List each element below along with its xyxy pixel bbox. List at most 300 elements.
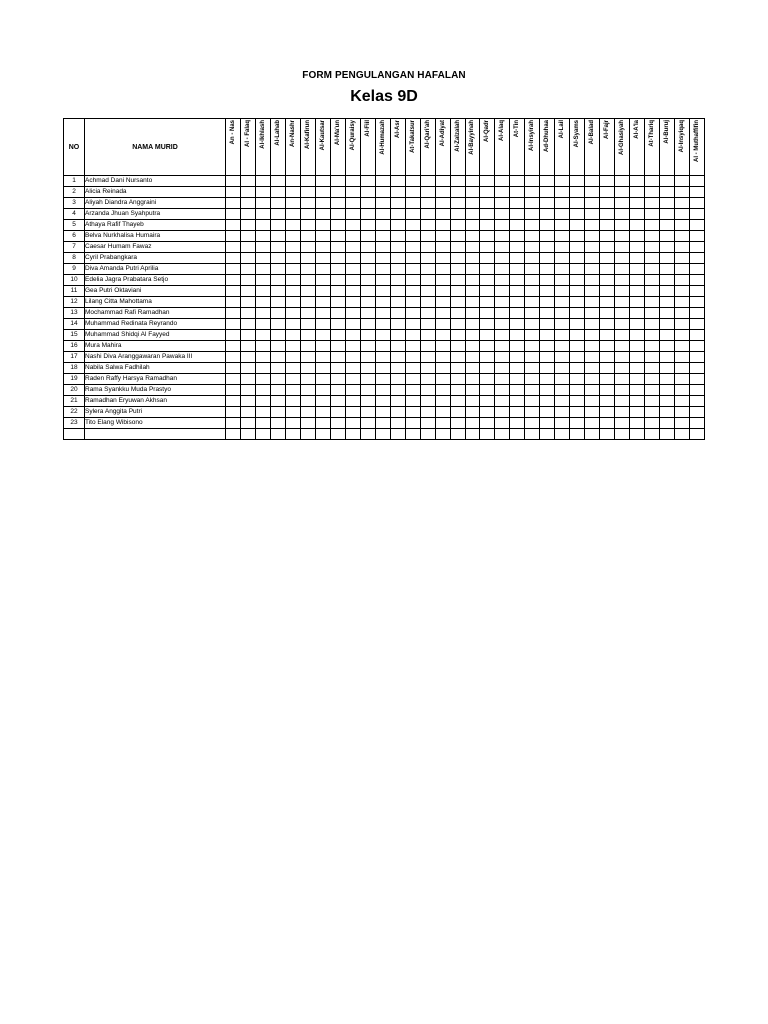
check-cell[interactable]	[345, 275, 360, 286]
check-cell[interactable]	[240, 253, 255, 264]
check-cell[interactable]	[690, 253, 705, 264]
check-cell[interactable]	[540, 209, 555, 220]
check-cell[interactable]	[675, 352, 690, 363]
check-cell[interactable]	[480, 374, 495, 385]
check-cell[interactable]	[330, 385, 345, 396]
check-cell[interactable]	[240, 308, 255, 319]
check-cell[interactable]	[226, 330, 241, 341]
check-cell[interactable]	[255, 396, 270, 407]
check-cell[interactable]	[255, 198, 270, 209]
check-cell[interactable]	[435, 341, 450, 352]
check-cell[interactable]	[570, 396, 585, 407]
check-cell[interactable]	[405, 264, 420, 275]
check-cell[interactable]	[660, 187, 675, 198]
check-cell[interactable]	[630, 385, 645, 396]
check-cell[interactable]	[570, 187, 585, 198]
check-cell[interactable]	[525, 176, 540, 187]
check-cell[interactable]	[315, 253, 330, 264]
check-cell[interactable]	[600, 198, 615, 209]
check-cell[interactable]	[390, 220, 405, 231]
check-cell[interactable]	[585, 297, 600, 308]
check-cell[interactable]	[555, 198, 570, 209]
check-cell[interactable]	[555, 275, 570, 286]
check-cell[interactable]	[270, 385, 285, 396]
check-cell[interactable]	[630, 231, 645, 242]
check-cell[interactable]	[390, 385, 405, 396]
check-cell[interactable]	[435, 209, 450, 220]
check-cell[interactable]	[630, 253, 645, 264]
check-cell[interactable]	[480, 297, 495, 308]
check-cell[interactable]	[360, 374, 375, 385]
check-cell[interactable]	[226, 187, 241, 198]
check-cell[interactable]	[510, 275, 525, 286]
check-cell[interactable]	[690, 429, 705, 440]
check-cell[interactable]	[555, 242, 570, 253]
check-cell[interactable]	[345, 385, 360, 396]
check-cell[interactable]	[330, 418, 345, 429]
check-cell[interactable]	[645, 297, 660, 308]
check-cell[interactable]	[510, 253, 525, 264]
check-cell[interactable]	[660, 253, 675, 264]
check-cell[interactable]	[330, 429, 345, 440]
check-cell[interactable]	[555, 396, 570, 407]
check-cell[interactable]	[360, 198, 375, 209]
check-cell[interactable]	[255, 242, 270, 253]
check-cell[interactable]	[435, 308, 450, 319]
check-cell[interactable]	[300, 187, 315, 198]
check-cell[interactable]	[585, 231, 600, 242]
check-cell[interactable]	[285, 275, 300, 286]
check-cell[interactable]	[390, 264, 405, 275]
check-cell[interactable]	[555, 308, 570, 319]
check-cell[interactable]	[555, 253, 570, 264]
check-cell[interactable]	[435, 396, 450, 407]
check-cell[interactable]	[315, 330, 330, 341]
check-cell[interactable]	[420, 209, 435, 220]
check-cell[interactable]	[600, 264, 615, 275]
check-cell[interactable]	[315, 374, 330, 385]
check-cell[interactable]	[390, 363, 405, 374]
check-cell[interactable]	[345, 429, 360, 440]
check-cell[interactable]	[300, 198, 315, 209]
check-cell[interactable]	[315, 429, 330, 440]
check-cell[interactable]	[495, 352, 510, 363]
check-cell[interactable]	[465, 319, 480, 330]
check-cell[interactable]	[375, 363, 390, 374]
check-cell[interactable]	[390, 330, 405, 341]
check-cell[interactable]	[495, 209, 510, 220]
check-cell[interactable]	[285, 418, 300, 429]
check-cell[interactable]	[300, 341, 315, 352]
check-cell[interactable]	[420, 330, 435, 341]
check-cell[interactable]	[675, 209, 690, 220]
check-cell[interactable]	[480, 231, 495, 242]
check-cell[interactable]	[330, 198, 345, 209]
check-cell[interactable]	[570, 253, 585, 264]
check-cell[interactable]	[330, 396, 345, 407]
check-cell[interactable]	[270, 297, 285, 308]
check-cell[interactable]	[510, 429, 525, 440]
check-cell[interactable]	[480, 330, 495, 341]
check-cell[interactable]	[510, 231, 525, 242]
check-cell[interactable]	[510, 319, 525, 330]
check-cell[interactable]	[435, 429, 450, 440]
check-cell[interactable]	[480, 264, 495, 275]
check-cell[interactable]	[480, 253, 495, 264]
check-cell[interactable]	[226, 253, 241, 264]
check-cell[interactable]	[480, 396, 495, 407]
check-cell[interactable]	[495, 220, 510, 231]
check-cell[interactable]	[450, 286, 465, 297]
check-cell[interactable]	[510, 385, 525, 396]
check-cell[interactable]	[570, 286, 585, 297]
check-cell[interactable]	[630, 264, 645, 275]
check-cell[interactable]	[375, 308, 390, 319]
check-cell[interactable]	[675, 429, 690, 440]
check-cell[interactable]	[270, 242, 285, 253]
check-cell[interactable]	[600, 363, 615, 374]
check-cell[interactable]	[450, 363, 465, 374]
check-cell[interactable]	[675, 418, 690, 429]
check-cell[interactable]	[525, 385, 540, 396]
check-cell[interactable]	[465, 297, 480, 308]
check-cell[interactable]	[226, 341, 241, 352]
check-cell[interactable]	[675, 407, 690, 418]
check-cell[interactable]	[540, 352, 555, 363]
check-cell[interactable]	[495, 198, 510, 209]
check-cell[interactable]	[405, 187, 420, 198]
check-cell[interactable]	[420, 231, 435, 242]
check-cell[interactable]	[660, 275, 675, 286]
check-cell[interactable]	[525, 396, 540, 407]
check-cell[interactable]	[450, 220, 465, 231]
check-cell[interactable]	[465, 198, 480, 209]
check-cell[interactable]	[465, 231, 480, 242]
check-cell[interactable]	[495, 231, 510, 242]
check-cell[interactable]	[555, 319, 570, 330]
check-cell[interactable]	[345, 209, 360, 220]
check-cell[interactable]	[285, 374, 300, 385]
check-cell[interactable]	[420, 308, 435, 319]
check-cell[interactable]	[630, 242, 645, 253]
check-cell[interactable]	[435, 418, 450, 429]
check-cell[interactable]	[495, 242, 510, 253]
check-cell[interactable]	[615, 187, 630, 198]
check-cell[interactable]	[405, 198, 420, 209]
check-cell[interactable]	[555, 363, 570, 374]
check-cell[interactable]	[435, 330, 450, 341]
check-cell[interactable]	[345, 330, 360, 341]
check-cell[interactable]	[435, 187, 450, 198]
check-cell[interactable]	[270, 275, 285, 286]
check-cell[interactable]	[300, 407, 315, 418]
check-cell[interactable]	[375, 176, 390, 187]
check-cell[interactable]	[330, 242, 345, 253]
check-cell[interactable]	[525, 407, 540, 418]
check-cell[interactable]	[240, 198, 255, 209]
check-cell[interactable]	[375, 286, 390, 297]
check-cell[interactable]	[270, 198, 285, 209]
check-cell[interactable]	[675, 176, 690, 187]
check-cell[interactable]	[510, 374, 525, 385]
check-cell[interactable]	[405, 308, 420, 319]
check-cell[interactable]	[226, 176, 241, 187]
check-cell[interactable]	[555, 286, 570, 297]
check-cell[interactable]	[660, 231, 675, 242]
check-cell[interactable]	[645, 330, 660, 341]
check-cell[interactable]	[615, 418, 630, 429]
check-cell[interactable]	[630, 297, 645, 308]
check-cell[interactable]	[345, 220, 360, 231]
check-cell[interactable]	[690, 187, 705, 198]
check-cell[interactable]	[405, 407, 420, 418]
check-cell[interactable]	[480, 429, 495, 440]
check-cell[interactable]	[255, 231, 270, 242]
check-cell[interactable]	[675, 198, 690, 209]
check-cell[interactable]	[525, 297, 540, 308]
check-cell[interactable]	[360, 330, 375, 341]
check-cell[interactable]	[465, 330, 480, 341]
check-cell[interactable]	[375, 396, 390, 407]
check-cell[interactable]	[540, 418, 555, 429]
check-cell[interactable]	[345, 198, 360, 209]
check-cell[interactable]	[465, 407, 480, 418]
check-cell[interactable]	[240, 242, 255, 253]
check-cell[interactable]	[570, 264, 585, 275]
check-cell[interactable]	[420, 396, 435, 407]
check-cell[interactable]	[315, 352, 330, 363]
check-cell[interactable]	[555, 187, 570, 198]
check-cell[interactable]	[615, 209, 630, 220]
check-cell[interactable]	[510, 209, 525, 220]
check-cell[interactable]	[630, 319, 645, 330]
check-cell[interactable]	[255, 374, 270, 385]
check-cell[interactable]	[390, 429, 405, 440]
check-cell[interactable]	[660, 429, 675, 440]
check-cell[interactable]	[540, 297, 555, 308]
check-cell[interactable]	[450, 253, 465, 264]
check-cell[interactable]	[240, 231, 255, 242]
check-cell[interactable]	[525, 319, 540, 330]
check-cell[interactable]	[615, 242, 630, 253]
check-cell[interactable]	[510, 308, 525, 319]
check-cell[interactable]	[630, 308, 645, 319]
check-cell[interactable]	[465, 264, 480, 275]
check-cell[interactable]	[390, 341, 405, 352]
check-cell[interactable]	[480, 352, 495, 363]
check-cell[interactable]	[240, 418, 255, 429]
check-cell[interactable]	[675, 396, 690, 407]
check-cell[interactable]	[585, 308, 600, 319]
check-cell[interactable]	[660, 242, 675, 253]
check-cell[interactable]	[630, 220, 645, 231]
check-cell[interactable]	[585, 176, 600, 187]
check-cell[interactable]	[540, 176, 555, 187]
check-cell[interactable]	[405, 242, 420, 253]
check-cell[interactable]	[240, 286, 255, 297]
check-cell[interactable]	[480, 198, 495, 209]
check-cell[interactable]	[480, 418, 495, 429]
check-cell[interactable]	[645, 429, 660, 440]
check-cell[interactable]	[645, 187, 660, 198]
check-cell[interactable]	[690, 407, 705, 418]
check-cell[interactable]	[390, 297, 405, 308]
check-cell[interactable]	[390, 198, 405, 209]
check-cell[interactable]	[690, 275, 705, 286]
check-cell[interactable]	[510, 330, 525, 341]
check-cell[interactable]	[240, 429, 255, 440]
check-cell[interactable]	[315, 363, 330, 374]
check-cell[interactable]	[226, 209, 241, 220]
check-cell[interactable]	[510, 198, 525, 209]
check-cell[interactable]	[510, 242, 525, 253]
check-cell[interactable]	[420, 341, 435, 352]
check-cell[interactable]	[240, 275, 255, 286]
check-cell[interactable]	[450, 297, 465, 308]
check-cell[interactable]	[675, 308, 690, 319]
check-cell[interactable]	[270, 253, 285, 264]
check-cell[interactable]	[226, 242, 241, 253]
check-cell[interactable]	[270, 374, 285, 385]
check-cell[interactable]	[630, 429, 645, 440]
check-cell[interactable]	[420, 363, 435, 374]
check-cell[interactable]	[585, 341, 600, 352]
check-cell[interactable]	[300, 264, 315, 275]
check-cell[interactable]	[555, 429, 570, 440]
check-cell[interactable]	[345, 352, 360, 363]
check-cell[interactable]	[435, 374, 450, 385]
check-cell[interactable]	[240, 374, 255, 385]
check-cell[interactable]	[375, 242, 390, 253]
check-cell[interactable]	[480, 363, 495, 374]
check-cell[interactable]	[420, 319, 435, 330]
check-cell[interactable]	[450, 418, 465, 429]
check-cell[interactable]	[600, 231, 615, 242]
check-cell[interactable]	[285, 319, 300, 330]
check-cell[interactable]	[270, 352, 285, 363]
check-cell[interactable]	[570, 363, 585, 374]
check-cell[interactable]	[495, 253, 510, 264]
check-cell[interactable]	[450, 231, 465, 242]
check-cell[interactable]	[555, 330, 570, 341]
check-cell[interactable]	[345, 319, 360, 330]
check-cell[interactable]	[585, 264, 600, 275]
check-cell[interactable]	[570, 275, 585, 286]
check-cell[interactable]	[660, 385, 675, 396]
check-cell[interactable]	[375, 330, 390, 341]
check-cell[interactable]	[420, 187, 435, 198]
check-cell[interactable]	[585, 242, 600, 253]
check-cell[interactable]	[660, 297, 675, 308]
check-cell[interactable]	[540, 231, 555, 242]
check-cell[interactable]	[345, 374, 360, 385]
check-cell[interactable]	[240, 385, 255, 396]
check-cell[interactable]	[226, 220, 241, 231]
check-cell[interactable]	[675, 385, 690, 396]
check-cell[interactable]	[570, 231, 585, 242]
check-cell[interactable]	[390, 352, 405, 363]
check-cell[interactable]	[240, 297, 255, 308]
check-cell[interactable]	[645, 176, 660, 187]
check-cell[interactable]	[226, 275, 241, 286]
check-cell[interactable]	[570, 297, 585, 308]
check-cell[interactable]	[465, 429, 480, 440]
check-cell[interactable]	[435, 264, 450, 275]
check-cell[interactable]	[555, 231, 570, 242]
check-cell[interactable]	[645, 253, 660, 264]
check-cell[interactable]	[495, 385, 510, 396]
check-cell[interactable]	[615, 198, 630, 209]
check-cell[interactable]	[375, 209, 390, 220]
check-cell[interactable]	[660, 352, 675, 363]
check-cell[interactable]	[585, 319, 600, 330]
check-cell[interactable]	[540, 429, 555, 440]
check-cell[interactable]	[675, 297, 690, 308]
check-cell[interactable]	[435, 319, 450, 330]
check-cell[interactable]	[435, 253, 450, 264]
check-cell[interactable]	[540, 308, 555, 319]
check-cell[interactable]	[405, 209, 420, 220]
check-cell[interactable]	[570, 198, 585, 209]
check-cell[interactable]	[300, 396, 315, 407]
check-cell[interactable]	[315, 396, 330, 407]
check-cell[interactable]	[495, 176, 510, 187]
check-cell[interactable]	[360, 407, 375, 418]
check-cell[interactable]	[405, 363, 420, 374]
check-cell[interactable]	[405, 253, 420, 264]
check-cell[interactable]	[600, 176, 615, 187]
check-cell[interactable]	[600, 385, 615, 396]
check-cell[interactable]	[390, 319, 405, 330]
check-cell[interactable]	[675, 275, 690, 286]
check-cell[interactable]	[495, 418, 510, 429]
check-cell[interactable]	[645, 363, 660, 374]
check-cell[interactable]	[465, 363, 480, 374]
check-cell[interactable]	[690, 297, 705, 308]
check-cell[interactable]	[690, 385, 705, 396]
check-cell[interactable]	[285, 396, 300, 407]
check-cell[interactable]	[315, 275, 330, 286]
check-cell[interactable]	[420, 220, 435, 231]
check-cell[interactable]	[345, 407, 360, 418]
check-cell[interactable]	[600, 407, 615, 418]
check-cell[interactable]	[435, 275, 450, 286]
check-cell[interactable]	[285, 363, 300, 374]
check-cell[interactable]	[660, 319, 675, 330]
check-cell[interactable]	[480, 187, 495, 198]
check-cell[interactable]	[390, 231, 405, 242]
check-cell[interactable]	[270, 264, 285, 275]
check-cell[interactable]	[435, 242, 450, 253]
check-cell[interactable]	[435, 407, 450, 418]
check-cell[interactable]	[375, 407, 390, 418]
check-cell[interactable]	[660, 264, 675, 275]
check-cell[interactable]	[420, 385, 435, 396]
check-cell[interactable]	[510, 176, 525, 187]
check-cell[interactable]	[525, 231, 540, 242]
check-cell[interactable]	[450, 396, 465, 407]
check-cell[interactable]	[240, 220, 255, 231]
check-cell[interactable]	[690, 374, 705, 385]
check-cell[interactable]	[390, 176, 405, 187]
check-cell[interactable]	[240, 330, 255, 341]
check-cell[interactable]	[450, 341, 465, 352]
check-cell[interactable]	[555, 297, 570, 308]
check-cell[interactable]	[675, 330, 690, 341]
check-cell[interactable]	[330, 220, 345, 231]
check-cell[interactable]	[690, 341, 705, 352]
check-cell[interactable]	[480, 242, 495, 253]
